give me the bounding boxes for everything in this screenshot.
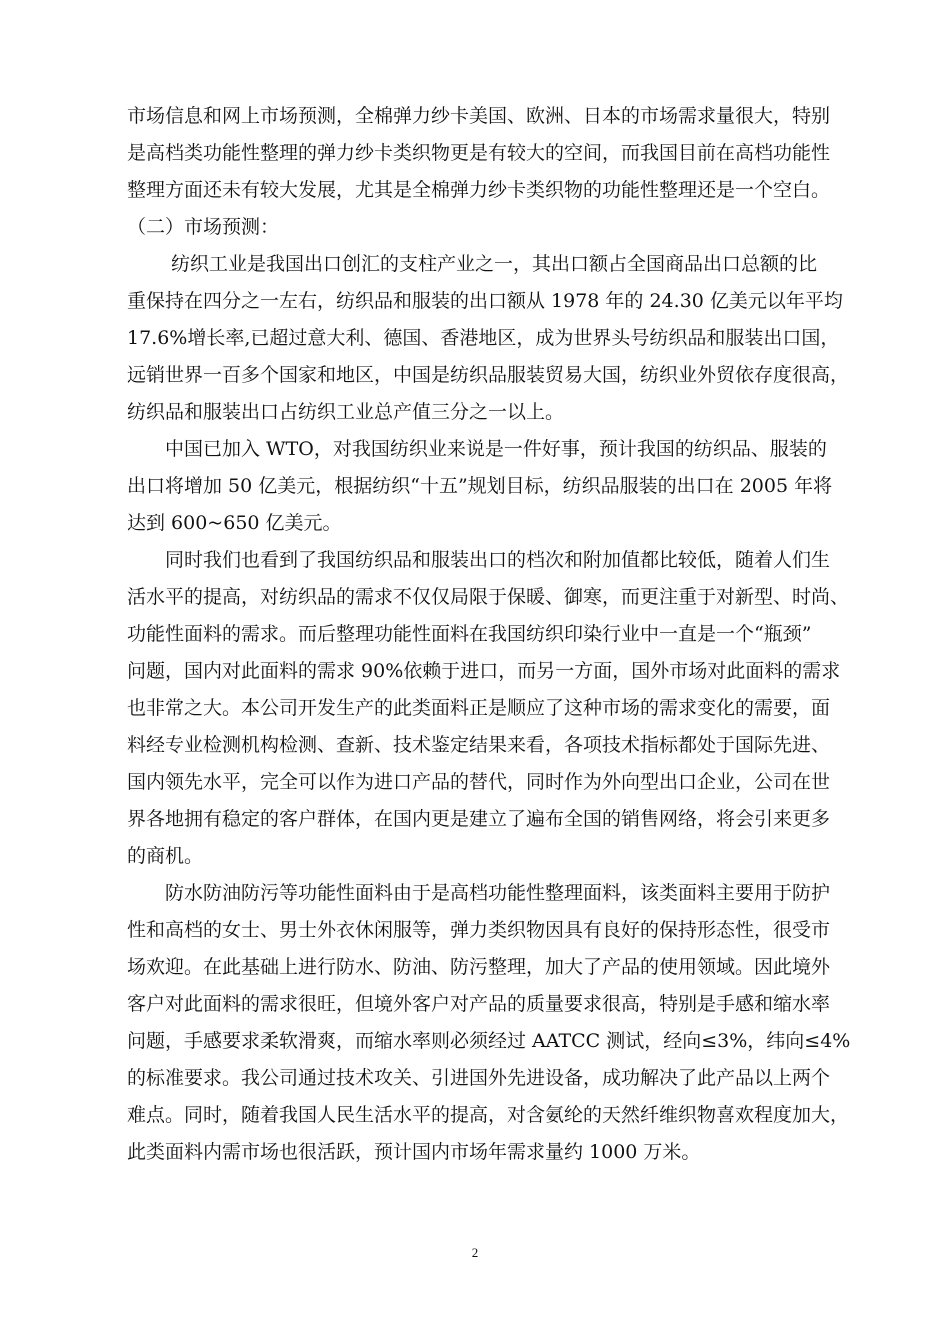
text-line: 也非常之大。本公司开发生产的此类面料正是顺应了这种市场的需求变化的需要，面 — [127, 697, 831, 719]
text-line: 难点。同时，随着我国人民生活水平的提高，对含氨纶的天然纤维织物喜欢程度加大， — [127, 1104, 850, 1126]
text-line: 性和高档的女士、男士外衣休闲服等，弹力类织物因具有良好的保持形态性，很受市 — [127, 919, 831, 941]
text-line: 纺织品和服装出口占纺织工业总产值三分之一以上。 — [127, 401, 565, 423]
text-line: 问题，手感要求柔软滑爽，而缩水率则必须经过 AATCC 测试，经向≤3%，纬向≤4% — [127, 1030, 851, 1052]
text-line: 17.6%增长率,已超过意大利、德国、香港地区，成为世界头号纺织品和服装出口国， — [127, 327, 840, 349]
paragraph-first-line: 同时我们也看到了我国纺织品和服装出口的档次和附加值都比较低，随着人们生 — [165, 549, 831, 571]
paragraph-first-line: 中国已加入 WTO，对我国纺织业来说是一件好事，预计我国的纺织品、服装的 — [165, 438, 827, 460]
text-line: 客户对此面料的需求很旺，但境外客户对产品的质量要求很高，特别是手感和缩水率 — [127, 993, 831, 1015]
paragraph-first-line: 纺织工业是我国出口创汇的支柱产业之一，其出口额占全国商品出口总额的比 — [171, 253, 818, 275]
text-line: 重保持在四分之一左右，纺织品和服装的出口额从 1978 年的 24.30 亿美元以年平均 — [127, 290, 843, 312]
document-body — [127, 98, 851, 1171]
paragraph-first-line: 防水防油防污等功能性面料由于是高档功能性整理面料，该类面料主要用于防护 — [165, 882, 831, 904]
text-line: 整理方面还未有较大发展，尤其是全棉弹力纱卡类织物的功能性整理还是一个空白。 — [127, 179, 831, 201]
text-line: 达到 600~650 亿美元。 — [127, 512, 342, 534]
text-line: 问题，国内对此面料的需求 90%依赖于进口，而另一方面，国外市场对此面料的需求 — [127, 660, 841, 682]
text-line: 出口将增加 50 亿美元，根据纺织“十五”规划目标，纺织品服装的出口在 2005 年将 — [127, 475, 833, 497]
text-line: 的标准要求。我公司通过技术攻关、引进国外先进设备，成功解决了此产品以上两个 — [127, 1067, 831, 1089]
text-line: 界各地拥有稳定的客户群体，在国内更是建立了遍布全国的销售网络，将会引来更多 — [127, 808, 831, 830]
text-line: 市场信息和网上市场预测，全棉弹力纱卡美国、欧洲、日本的市场需求量很大，特别 — [127, 105, 831, 127]
text-line: 是高档类功能性整理的弹力纱卡类织物更是有较大的空间，而我国目前在高档功能性 — [127, 142, 831, 164]
page-number: 2 — [471, 1245, 479, 1260]
section-heading: （二）市场预测： — [127, 216, 280, 238]
text-line: 料经专业检测机构检测、查新、技术鉴定结果来看，各项技术指标都处于国际先进、 — [127, 734, 831, 756]
text-line: 功能性面料的需求。而后整理功能性面料在我国纺织印染行业中一直是一个“瓶颈” — [127, 623, 812, 645]
text-line: 的商机。 — [127, 845, 204, 867]
text-line: 远销世界一百多个国家和地区，中国是纺织品服装贸易大国，纺织业外贸依存度很高， — [127, 364, 850, 386]
text-line: 活水平的提高，对纺织品的需求不仅仅局限于保暖、御寒，而更注重于对新型、时尚、 — [127, 586, 850, 608]
text-line: 此类面料内需市场也很活跃，预计国内市场年需求量约 1000 万米。 — [127, 1141, 701, 1163]
text-line: 国内领先水平，完全可以作为进口产品的替代，同时作为外向型出口企业，公司在世 — [127, 771, 831, 793]
text-line: 场欢迎。在此基础上进行防水、防油、防污整理，加大了产品的使用领域。因此境外 — [127, 956, 831, 978]
